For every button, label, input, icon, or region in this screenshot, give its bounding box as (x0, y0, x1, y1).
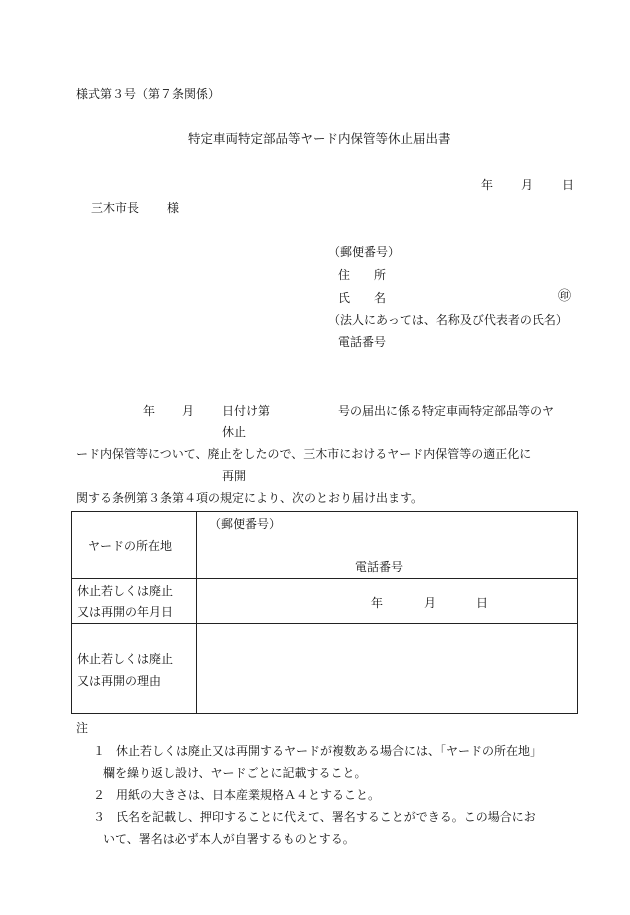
change-date-label-a: 休止若しくは廃止 (77, 584, 174, 598)
reason-label-b: 又は再開の理由 (77, 674, 162, 688)
addressee-honorific: 様 (167, 201, 180, 215)
note-2-number: ２ (93, 788, 106, 802)
change-date-day: 日 (476, 596, 489, 610)
note-3-line-b: いて、署名は必ず本人が自署するものとする。 (103, 832, 355, 846)
applicant-phone-label: 電話番号 (338, 335, 387, 349)
form-number: 様式第３号（第７条関係） (76, 87, 221, 101)
date-month: 月 (521, 178, 534, 192)
note-1-number: １ (93, 744, 106, 758)
change-date-label-cell (72, 579, 197, 624)
body-choice-suspend: 休止 (222, 425, 247, 439)
reason-label-cell (72, 624, 197, 714)
change-date-year: 年 (371, 596, 384, 610)
yard-info-table (71, 511, 578, 714)
seal-mark: ㊞ (558, 289, 572, 304)
body-line1-rest: 号の届出に係る特定車両特定部品等のヤ (338, 404, 555, 418)
body-choice-resume: 再開 (222, 469, 247, 483)
addressee-name: 三木市長 (91, 201, 140, 215)
reason-label-a: 休止若しくは廃止 (77, 652, 174, 666)
body-year: 年 (143, 404, 156, 418)
note-3-number: ３ (93, 810, 106, 824)
yard-location-label: ヤードの所在地 (88, 539, 173, 553)
change-date-value-cell[interactable] (197, 579, 578, 624)
applicant-postal: （郵便番号） (328, 245, 401, 259)
change-date-month: 月 (424, 596, 437, 610)
note-1-line-b: 欄を繰り返し設け、ヤードごとに記載すること。 (103, 766, 367, 780)
reason-value-cell[interactable] (197, 624, 578, 714)
yard-location-label-cell (72, 512, 197, 579)
yard-phone-label: 電話番号 (355, 560, 404, 574)
note-3-line-a: 氏名を記載し、押印することに代えて、署名することができる。この場合にお (116, 810, 536, 824)
change-date-label-b: 又は再開の年月日 (77, 605, 174, 619)
body-line3: 関する条例第３条第４項の規定により、次のとおり届け出ます。 (76, 491, 424, 505)
yard-location-value-cell[interactable] (197, 512, 578, 579)
note-2-text: 用紙の大きさは、日本産業規格Ａ４とすること。 (116, 788, 381, 802)
applicant-name-label: 氏 名 (338, 291, 387, 305)
document-title: 特定車両特定部品等ヤード内保管等休止届出書 (188, 131, 451, 146)
date-year: 年 (481, 178, 494, 192)
applicant-corp-note: （法人にあっては、名称及び代表者の氏名） (328, 313, 568, 327)
applicant-address-label: 住 所 (338, 268, 387, 282)
body-month: 月 (182, 404, 195, 418)
notes-heading: 注 (76, 721, 89, 735)
body-date-number: 日付け第 (222, 404, 271, 418)
body-line2: ード内保管等について、廃止をしたので、三木市におけるヤード内保管等の適正化に (76, 447, 532, 461)
yard-postal-label: （郵便番号） (209, 517, 282, 531)
note-1-line-a: 休止若しくは廃止又は再開するヤードが複数ある場合には、「ヤードの所在地」 (116, 744, 543, 758)
date-day: 日 (562, 178, 575, 192)
